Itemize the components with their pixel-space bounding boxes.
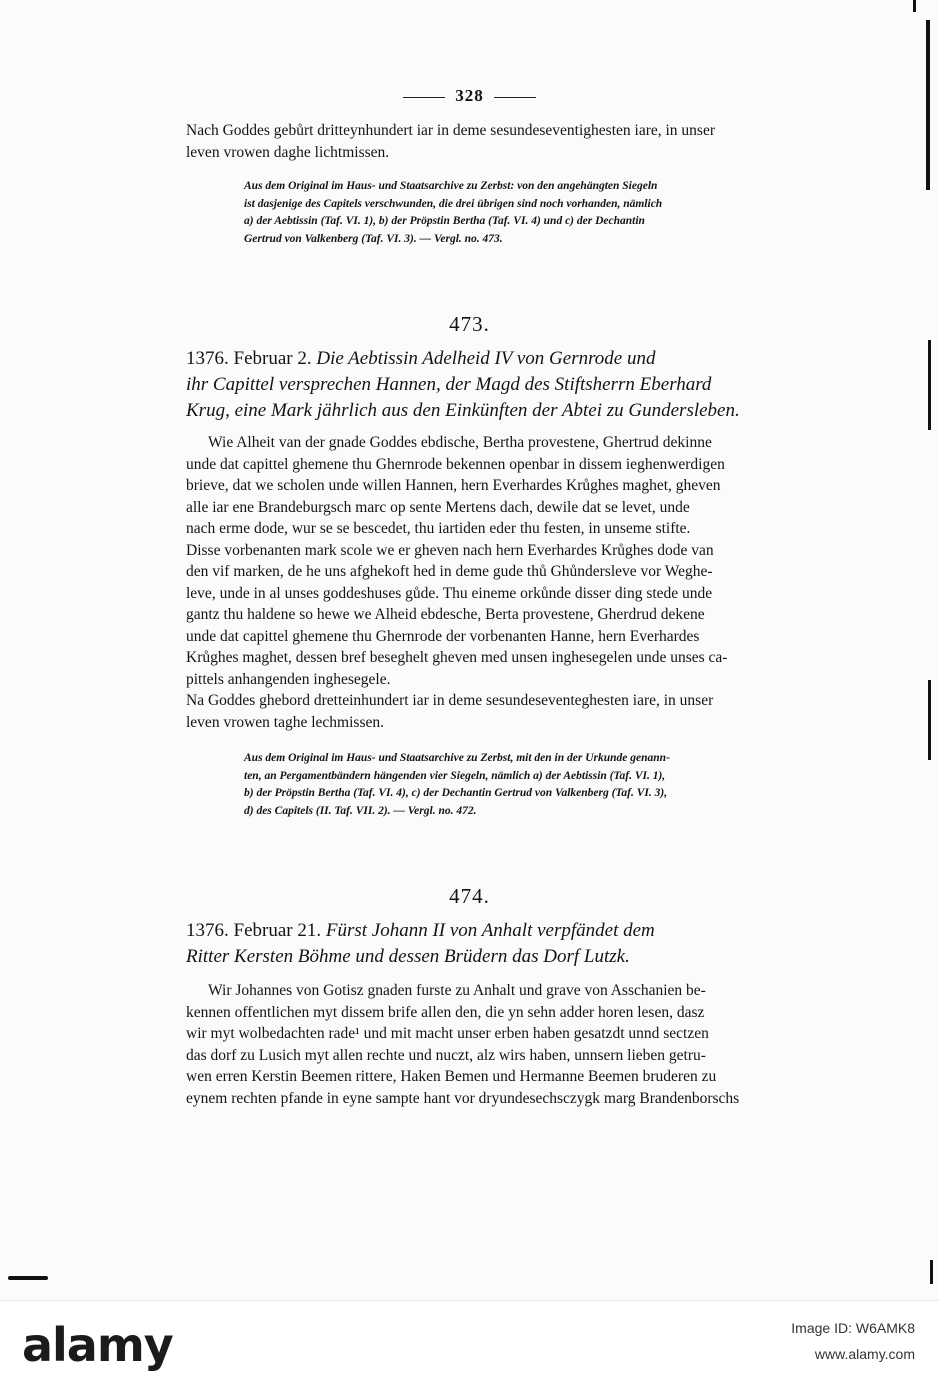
- text-line: gantz thu haldene so hewe we Alheid ebdesche, Berta provestene, Gherdrud dekene: [186, 606, 705, 623]
- note-line: a) der Aebtissin (Taf. VI. 1), b) der Pröpstin Bertha (Taf. VI. 4) und c) der Dechantin: [244, 215, 645, 227]
- site-url: www.alamy.com: [814, 1346, 915, 1362]
- source-note: [244, 178, 842, 248]
- document-date: 1376. Februar 2.: [186, 348, 312, 369]
- text-line: eynem rechten pfande in eyne sampte hant vor dryundesechsczygk marg Brandenborschs: [186, 1089, 740, 1107]
- page-number-text: 328: [455, 86, 484, 105]
- page-number: [0, 86, 939, 106]
- text-line: pittels anhangenden inghesegele.: [186, 670, 391, 688]
- scan-edge-mark: [928, 340, 931, 430]
- scan-edge-mark: [928, 680, 931, 760]
- text-line: unde dat capittel ghemene thu Ghernrode der vorbenanten Hanne, hern Everhardes: [186, 627, 700, 645]
- note-line: Aus dem Original im Haus- und Staatsarchive zu Zerbst: von den angehängten Siegeln: [244, 180, 658, 192]
- previous-document-ending: [186, 120, 842, 163]
- document-number: 473.: [449, 312, 490, 336]
- document-body: [186, 432, 842, 733]
- text-line: Wir Johannes von Gotisz gnaden furste zu Anhalt und grave von Asschanien be-: [208, 982, 706, 999]
- text-line: alle iar ene Brandeburgsch marc op sente Mertens dach, dewile dat se levet, unde: [186, 498, 690, 516]
- text-line: Wie Alheit van der gnade Goddes ebdische, Bertha provestene, Ghertrud dekinne: [208, 434, 712, 451]
- scan-edge-mark: [913, 0, 916, 12]
- text-line: nach erme dode, wur se se bescedet, thu iartiden eder thu festen, in unseme stifte.: [186, 520, 691, 537]
- note-line: d) des Capitels (II. Taf. VII. 2). — Vergl. no. 472.: [244, 804, 477, 817]
- regest-line: Fürst Johann II von Anhalt verpfändet dem: [325, 920, 655, 941]
- text-line: leven vrowen daghe lichtmissen.: [186, 143, 390, 161]
- text-line: wir myt wolbedachten rade¹ und mit macht unser erben haben gesatzdt unnd sectzen: [186, 1025, 709, 1042]
- note-line: Aus dem Original im Haus- und Staatsarchive zu Zerbst, mit den in der Urkunde genann-: [244, 752, 670, 764]
- document-number: 474.: [449, 884, 490, 908]
- document-regest: [186, 918, 846, 970]
- text-line: Disse vorbenanten mark scole we er gheven nach hern Everhardes Krůghes dode van: [186, 541, 714, 559]
- document-date: 1376. Februar 21.: [186, 920, 322, 941]
- text-line: leven vrowen taghe lechmissen.: [186, 713, 384, 731]
- scan-edge-mark: [930, 1260, 933, 1284]
- text-line: leve, unde in al unses goddeshuses gůde. Thu eineme orkůnde disser ding stede unde: [186, 584, 713, 602]
- note-line: ist dasjenige des Capitels verschwunden, die drei übrigen sind noch vorhanden, nämlich: [244, 197, 663, 210]
- page-number-left-rule: [403, 97, 445, 98]
- document-regest: [186, 346, 846, 424]
- text-line: den vif marken, de he uns afghekoft hed in deme gude thů Ghůndersleve vor Weghe-: [186, 563, 713, 580]
- page-number-right-rule: [494, 97, 536, 98]
- note-line: b) der Pröpstin Bertha (Taf. VI. 4), c) der Dechantin Gertrud von Valkenberg (Taf. VI. 3),: [244, 787, 668, 799]
- text-line: brieve, dat we scholen unde willen Hannen, hern Everhardes Krůghes maghet, gheven: [186, 477, 721, 494]
- source-note: [244, 750, 842, 820]
- text-line: wen erren Kerstin Beemen rittere, Haken Bemen und Hermanne Beemen bruderen zu: [186, 1068, 717, 1085]
- text-line: unde dat capittel ghemene thu Ghernrode bekennen openbar in dissem ieghenwerdigen: [186, 455, 725, 473]
- text-line: kennen offentlichen myt dissem brife allen den, die yn sehn adder horen lesen, dasz: [186, 1003, 705, 1021]
- note-line: Gertrud von Valkenberg (Taf. VI. 3). — Vergl. no. 473.: [244, 232, 503, 245]
- regest-line: ihr Capittel versprechen Hannen, der Magd des Stiftsherrn Eberhard: [186, 374, 712, 395]
- text-line: Nach Goddes gebůrt dritteynhundert iar in deme sesundeseventighesten iare, in unser: [186, 122, 715, 139]
- brand-logo: alamy: [22, 1318, 173, 1372]
- scan-edge-mark: [926, 20, 930, 190]
- document-body: [186, 980, 842, 1109]
- image-id: Image ID: W6AMK8: [791, 1320, 915, 1336]
- regest-line: Krug, eine Mark jährlich aus den Einkünften der Abtei zu Gundersleben.: [186, 400, 740, 421]
- note-line: ten, an Pergamentbändern hängenden vier Siegeln, nämlich a) der Aebtissin (Taf. VI. 1),: [244, 769, 666, 782]
- regest-line: Ritter Kersten Böhme und dessen Brüdern das Dorf Lutzk.: [186, 946, 630, 967]
- regest-line: Die Aebtissin Adelheid IV von Gernrode und: [316, 348, 656, 369]
- text-line: Na Goddes ghebord dretteinhundert iar in deme sesundeseventeghesten iare, in unser: [186, 692, 714, 709]
- text-line: das dorf zu Lusich myt allen rechte und nuczt, alz wirs haben, unnsern lieben getru-: [186, 1046, 706, 1064]
- text-line: Krůghes maghet, dessen bref beseghelt gheven med unsen inghesegelen unde unses ca-: [186, 649, 728, 666]
- scan-edge-mark: [8, 1276, 48, 1280]
